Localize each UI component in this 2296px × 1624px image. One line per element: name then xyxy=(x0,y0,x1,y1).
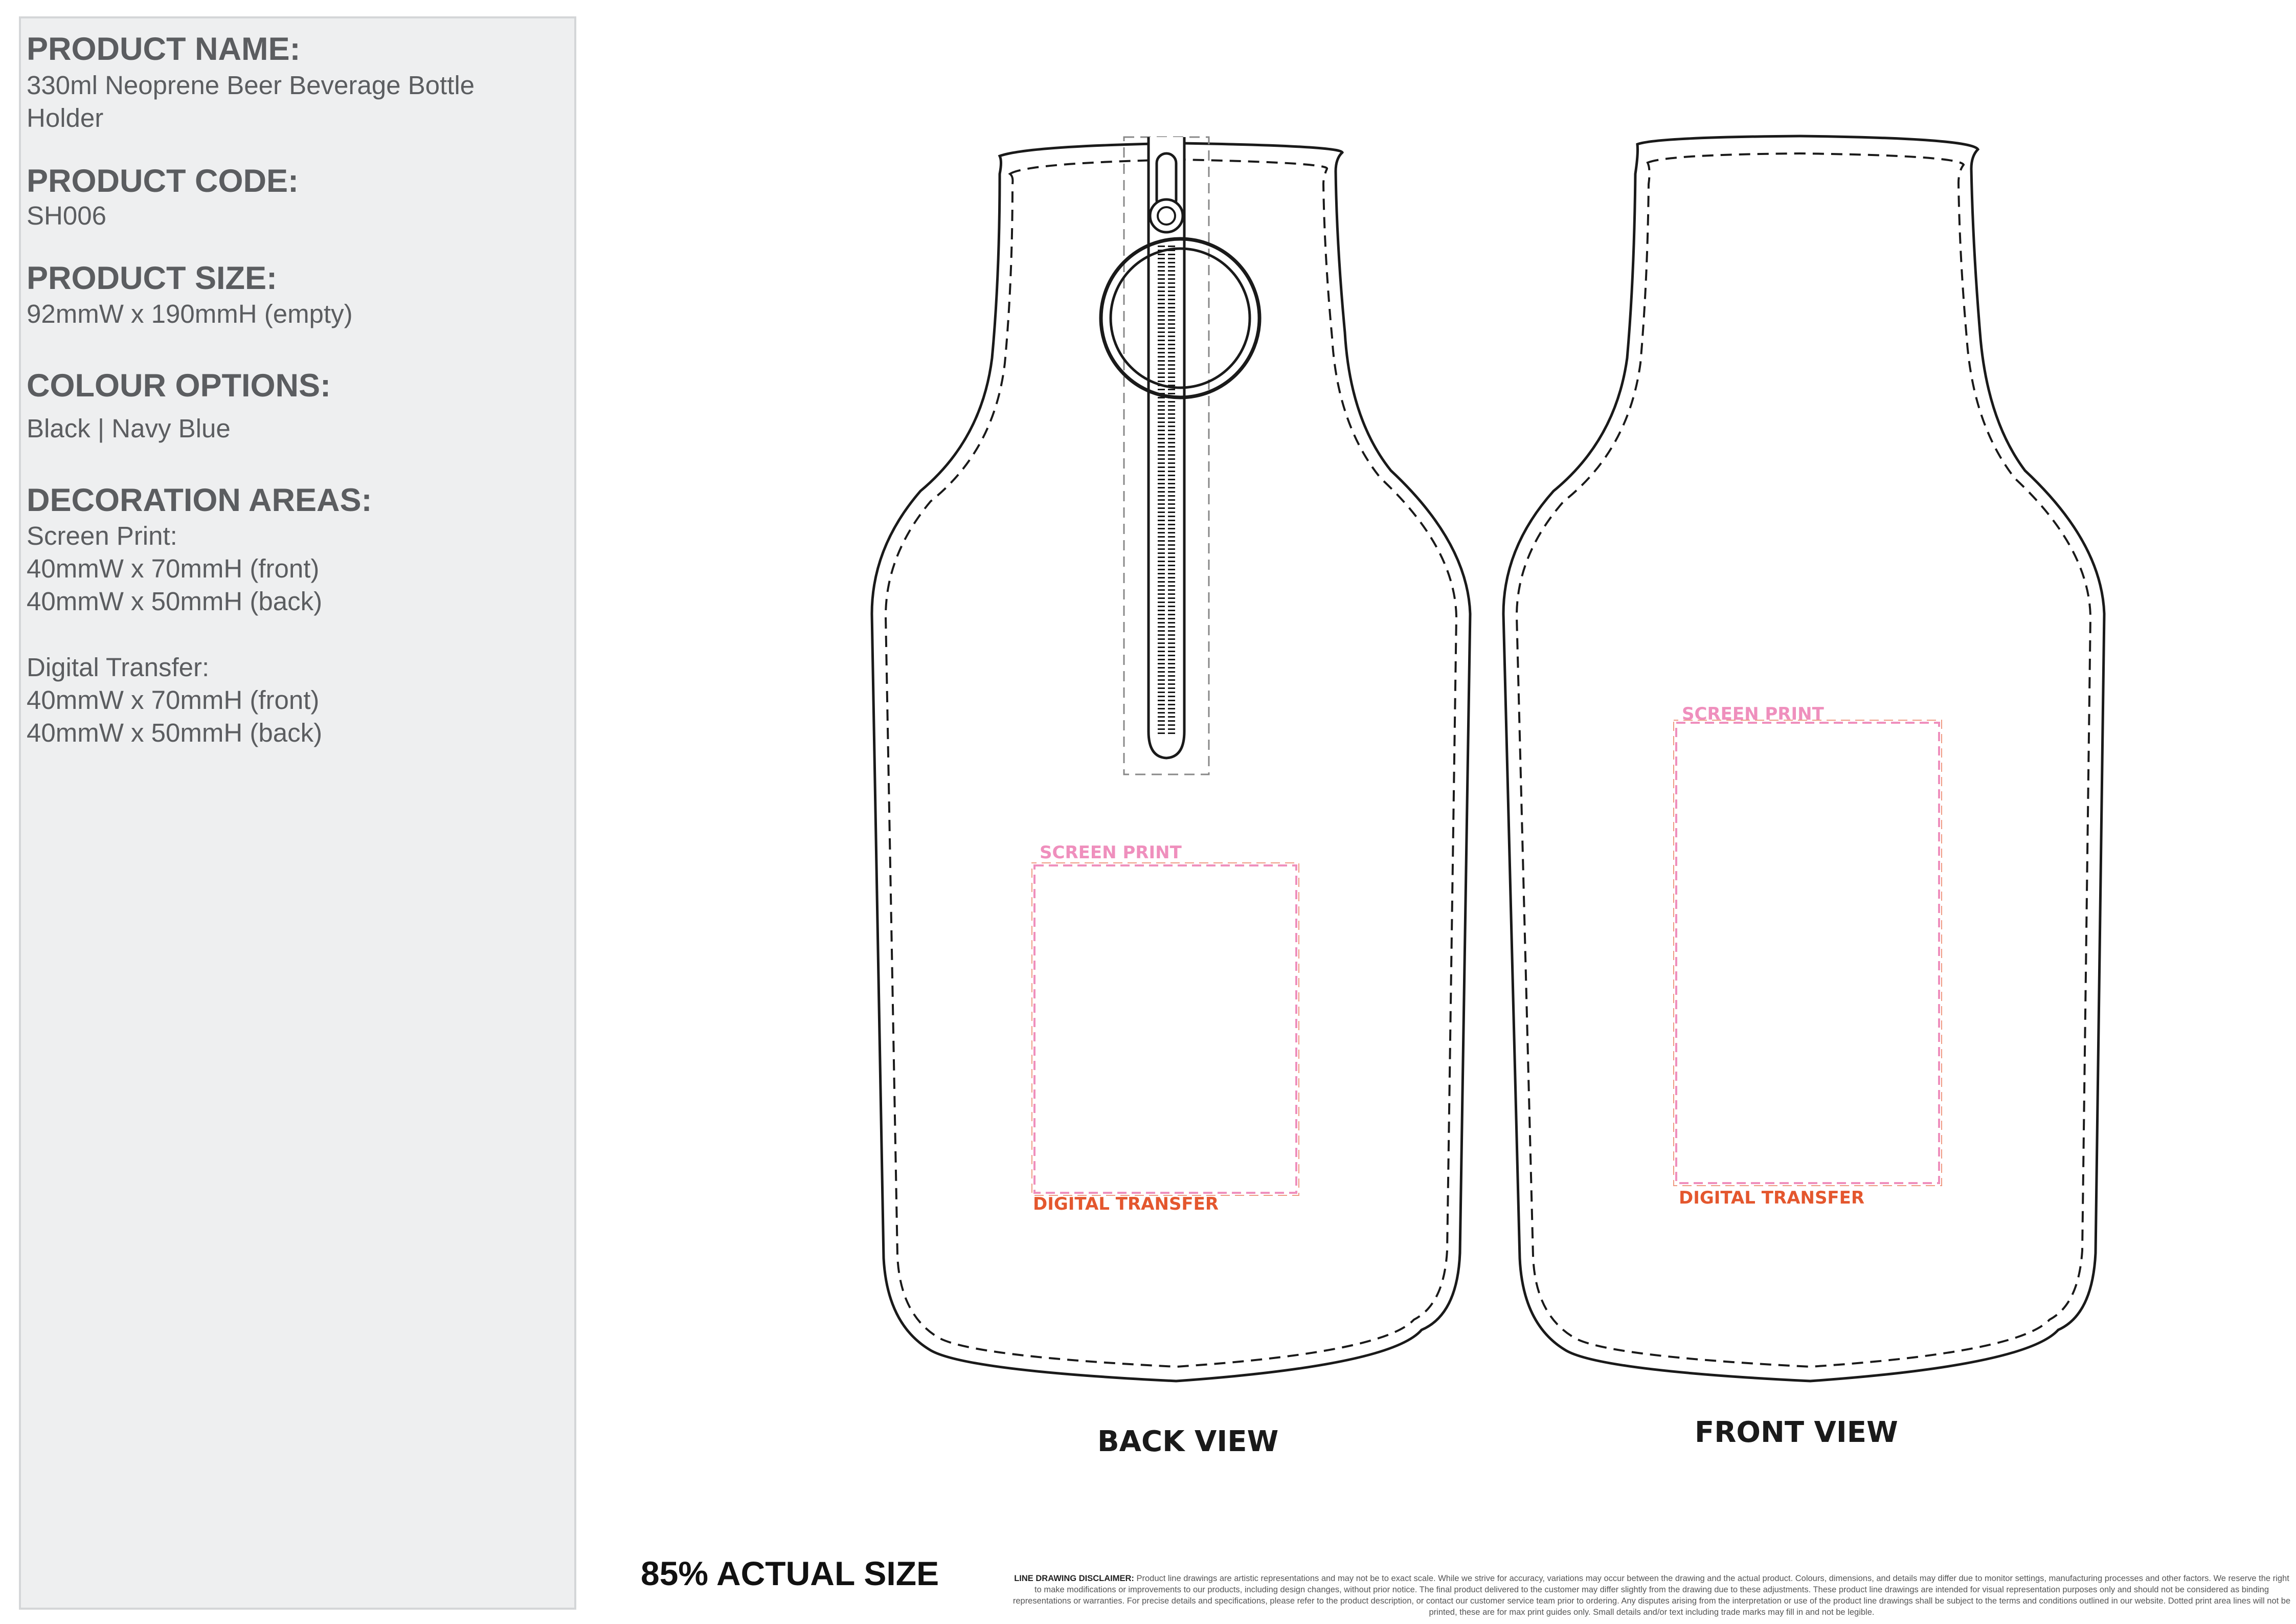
product-name-line-2: Holder xyxy=(27,103,104,132)
digital-transfer-front-size: 40mmW x 70mmH (front) xyxy=(27,685,320,715)
back-digital-transfer-label: DIGITAL TRANSFER xyxy=(1033,1194,1219,1214)
disclaimer-title: LINE DRAWING DISCLAIMER: xyxy=(1014,1574,1134,1583)
front-screen-print-label: SCREEN PRINT xyxy=(1682,704,1824,724)
screen-print-front-size: 40mmW x 70mmH (front) xyxy=(27,554,320,583)
colour-options-heading: COLOUR OPTIONS: xyxy=(27,368,331,404)
line-drawing-disclaimer xyxy=(1010,1573,2293,1618)
front-decoration-area-outer xyxy=(1674,720,1942,1186)
product-name-heading: PRODUCT NAME: xyxy=(27,31,301,67)
zipper-pull-eye xyxy=(1150,199,1183,232)
product-code-value: SH006 xyxy=(27,201,106,230)
front-decoration-area xyxy=(1676,723,1939,1183)
digital-transfer-back-size: 40mmW x 50mmH (back) xyxy=(27,718,323,747)
product-size-value: 92mmW x 190mmH (empty) xyxy=(27,299,353,328)
disclaimer-body: Product line drawings are artistic representations and may not be to exact scale. While we strive for accuracy, variations may occur between the drawing and the actual product. Colours, dimensions, and details may differ due to monitor settings, manufacturing processes and other factors. We reserve the right to make modifications or improvements to our products, including design changes, without prior notice. The final product delivered to the customer may differ slightly from the drawing due to these adjustments. These product line drawings are intended for visual representation purposes only and should not be considered as binding representations or warranties. For precise details and specifications, please refer to the product description, or contact our customer service team prior to ordering. Any disputes arising from the interpretation or use of the product line drawings shall be subject to the terms and conditions outlined in our website. Dotted print area lines will not be printed, these are for max print guides only. Small details and/or text including trade marks may fill in and not be legible. xyxy=(1012,1574,2291,1617)
digital-transfer-title: Digital Transfer: xyxy=(27,653,210,682)
product-size-heading: PRODUCT SIZE: xyxy=(27,260,278,296)
front-bottle-stitching xyxy=(1517,153,2090,1367)
screen-print-back-size: 40mmW x 50mmH (back) xyxy=(27,587,323,616)
screen-print-title: Screen Print: xyxy=(27,521,177,550)
product-name-line-1: 330ml Neoprene Beer Beverage Bottle xyxy=(27,71,475,100)
back-view-label: BACK VIEW xyxy=(1097,1425,1279,1458)
back-decoration-area xyxy=(1034,865,1296,1193)
product-code-heading: PRODUCT CODE: xyxy=(27,163,299,199)
back-decoration-area-outer xyxy=(1032,863,1299,1195)
back-screen-print-label: SCREEN PRINT xyxy=(1040,842,1182,863)
front-view-label: FRONT VIEW xyxy=(1695,1416,1898,1449)
front-digital-transfer-label: DIGITAL TRANSFER xyxy=(1679,1188,1865,1208)
decoration-areas-heading: DECORATION AREAS: xyxy=(27,482,372,518)
scale-note: 85% ACTUAL SIZE xyxy=(641,1554,939,1592)
colour-options-value: Black | Navy Blue xyxy=(27,414,231,443)
